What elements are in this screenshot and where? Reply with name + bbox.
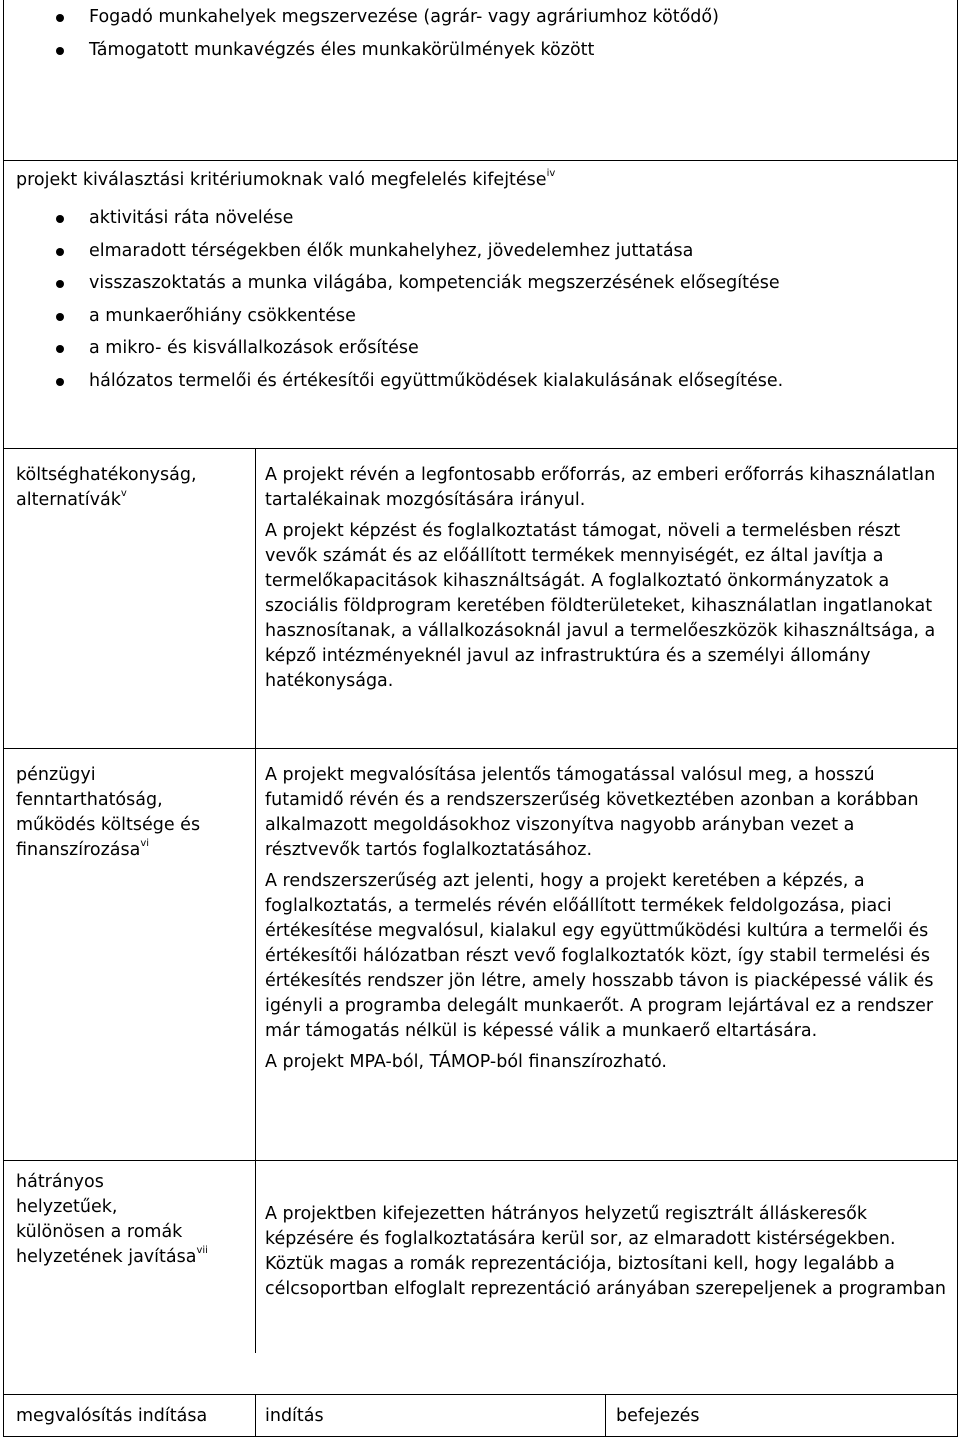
measures-list bbox=[4, 1, 944, 66]
row-divider bbox=[4, 1394, 957, 1395]
disadvantaged-label: hátrányos helyzetűek, különösen a romák helyzetének javítása$^{vii}$ bbox=[16, 1172, 208, 1267]
list-item: elmaradott térségekben élők munkahelyhez, jövedelemhez juttatása bbox=[4, 235, 944, 268]
section-divider bbox=[4, 160, 957, 161]
finance-text bbox=[265, 763, 953, 1081]
cost-label: költséghatékonyság, alternatívák$^v$ bbox=[16, 465, 197, 510]
paragraph: A projekt MPA-ból, TÁMOP-ból finanszírozható. bbox=[265, 1052, 667, 1072]
paragraph: A projektben kifejezetten hátrányos helyzetű regisztrált álláskeresők képzésére és foglalkoztatására kerül sor, az elmaradott kistérségekben. Köztük magas a romák reprezentációja, biztosítani kell, hogy legalább a célcsoportban elfoglalt reprezentáció arányában szerepeljenek a programban bbox=[265, 1204, 946, 1299]
column-divider bbox=[255, 448, 256, 1353]
list-item: aktivitási ráta növelése bbox=[4, 202, 944, 235]
list-item: a munkaerőhiány csökkentése bbox=[4, 300, 944, 333]
finance-label: pénzügyi fenntarthatóság, működés költsége és finanszírozása$^{vi}$ bbox=[16, 765, 201, 860]
list-item: hálózatos termelői és értékesítői együttműködések kialakulásának elősegítése. bbox=[4, 365, 944, 398]
cost-text bbox=[265, 463, 953, 700]
criteria-heading: projekt kiválasztási kritériumoknak való megfelelés kifejtése$^{iv}$ bbox=[16, 168, 556, 190]
paragraph: A projekt révén a legfontosabb erőforrás, az emberi erőforrás kihasználatlan tartalékainak mozgósítására irányul. bbox=[265, 465, 936, 510]
column-divider bbox=[255, 1394, 256, 1437]
endnote-ref: iv bbox=[546, 168, 556, 180]
disadvantaged-text bbox=[265, 1202, 953, 1308]
endnote-ref: vii bbox=[196, 1245, 208, 1257]
row-divider bbox=[4, 1160, 957, 1161]
list-item: Fogadó munkahelyek megszervezése (agrár- vagy agráriumhoz kötődő) bbox=[4, 1, 944, 34]
criteria-list bbox=[4, 202, 944, 397]
list-item: visszaszoktatás a munka világába, kompetenciák megszerzésének elősegítése bbox=[4, 267, 944, 300]
paragraph: A projekt megvalósítása jelentős támogatással valósul meg, a hosszú futamidő révén és a rendszerszerűség következtében azonban a korábban alkalmazott megoldásokhoz viszonyítva nagyobb arányban vezet a résztvevők tartós foglalkoztatásához. bbox=[265, 765, 919, 860]
section-divider bbox=[4, 448, 957, 449]
list-item: Támogatott munkavégzés éles munkakörülmények között bbox=[4, 34, 944, 67]
list-item: a mikro- és kisvállalkozások erősítése bbox=[4, 332, 944, 365]
endnote-ref: vi bbox=[140, 838, 150, 850]
column-divider bbox=[605, 1394, 606, 1437]
paragraph: A rendszerszerűség azt jelenti, hogy a projekt keretében a képzés, a foglalkoztatás, a termelés révén előállított termékek feldolgozása, piaci értékesítése megvalósul, kialakul egy együttműködési kultúra a termelői és értékesítői hálózatban részt vevő foglalkoztatók közt, így stabil termelési és értékesítés rendszer jön létre, amely hosszabb távon is piacképessé válik és igényli a programba delegált munkaerőt. A program lejártával ez a rendszer már támogatás nélkül is képessé válik a munkaerő eltartására. bbox=[265, 871, 934, 1041]
paragraph: A projekt képzést és foglalkoztatást támogat, növeli a termelésben részt vevők számát és az előállított termékek mennyiségét, ez által javítja a termelőkapacitások kihasználtságát. A foglalkoztató önkormányzatok a szociális földprogram keretében földterületeket, kihasználatlan ingatlanokat hasznosítanak, a vállalkozásoknál javul a termelőeszközök kihasználtsága, a képző intézményeknél javul az infrastruktúra és a személyi állomány hatékonysága. bbox=[265, 521, 936, 691]
schedule-label: megvalósítás indítása bbox=[16, 1406, 208, 1426]
schedule-end: befejezés bbox=[616, 1406, 700, 1426]
row-divider bbox=[4, 748, 957, 749]
schedule-start: indítás bbox=[265, 1406, 324, 1426]
endnote-ref: v bbox=[120, 488, 127, 500]
